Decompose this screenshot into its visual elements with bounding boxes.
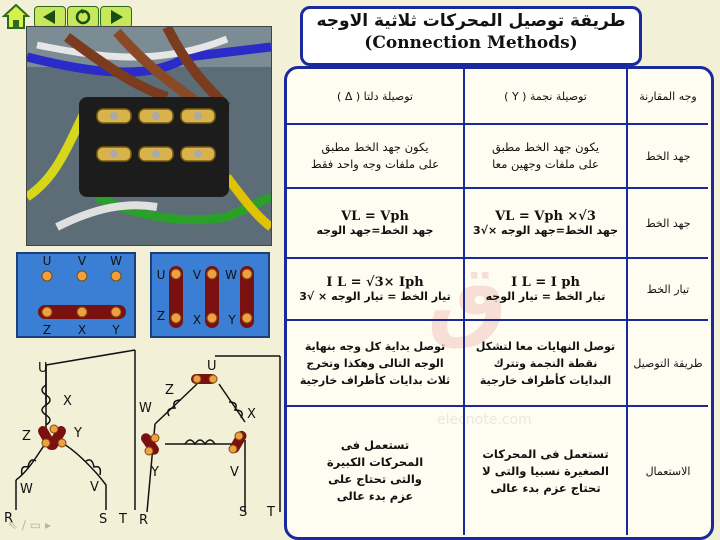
terminal-label-z: Z bbox=[42, 323, 52, 337]
terminal-box-star-diagram bbox=[16, 252, 136, 338]
page-title-english: (Connection Methods) bbox=[364, 33, 578, 53]
star-label-x: X bbox=[63, 394, 72, 409]
pointer-icon[interactable]: ⇖ bbox=[8, 518, 19, 532]
delta-label-w: W bbox=[225, 268, 237, 282]
replay-icon bbox=[68, 7, 98, 27]
terminal-v bbox=[77, 271, 87, 281]
header-delta: توصيلة دلتا ( Δ ) bbox=[287, 69, 465, 125]
pen-icon[interactable]: / bbox=[21, 518, 26, 532]
terminal-w bbox=[111, 271, 121, 281]
title-box bbox=[300, 6, 642, 66]
svg-text:ق: ق bbox=[427, 246, 508, 351]
slide-controls bbox=[8, 518, 51, 532]
row5-delta: تستعمل فى المحركات الكبيرة والتى تحتاج على عزم بدء عالى bbox=[287, 407, 465, 535]
arrow-left-icon bbox=[35, 7, 65, 27]
delta-label-y: Y bbox=[228, 313, 236, 327]
next-button[interactable] bbox=[100, 6, 132, 28]
row4-delta: توصل بداية كل وجه بنهاية الوجه التالى وهكذا وتخرج ثلاث بدايات كأطراف خارجية bbox=[287, 321, 465, 407]
star-label-s: S bbox=[99, 512, 108, 527]
star-label-y: Y bbox=[74, 426, 82, 441]
more-icon[interactable]: ▸ bbox=[44, 518, 51, 532]
terminal-label-v: V bbox=[77, 254, 87, 268]
terminal-y bbox=[111, 307, 121, 317]
previous-button[interactable] bbox=[34, 6, 66, 28]
star-label-w: W bbox=[20, 482, 33, 497]
terminal-label-w: W bbox=[110, 254, 122, 268]
delta-winding-label-v: V bbox=[230, 465, 239, 480]
row1-label: جهد الخط bbox=[628, 125, 708, 189]
header-comparison: وجه المقارنة bbox=[628, 69, 708, 125]
delta-label-v: V bbox=[192, 268, 202, 282]
row3-label: تيار الخط bbox=[628, 259, 708, 321]
terminal-label-y: Y bbox=[112, 323, 120, 337]
terminal-z bbox=[42, 307, 52, 317]
row5-label: الاستعمال bbox=[645, 464, 691, 478]
terminal-u bbox=[42, 271, 52, 281]
svg-text:elecnote.com: elecnote.com bbox=[437, 412, 532, 428]
delta-winding-label-u: U bbox=[207, 359, 217, 374]
delta-winding-label-s: S bbox=[239, 505, 248, 520]
terminal-label-x: X bbox=[77, 323, 87, 337]
delta-winding-label-t: T bbox=[267, 505, 275, 520]
delta-winding-label-y: Y bbox=[151, 465, 159, 480]
delta-winding-label-w: W bbox=[139, 401, 152, 416]
slides-icon[interactable]: ▭ bbox=[29, 518, 42, 532]
row2-star: VL = Vph ×√3 جهد الخط=جهد الوجه ×√3 bbox=[465, 189, 628, 259]
row1-star: يكون جهد الخط مطبق على ملفات وجهين معا bbox=[465, 125, 628, 189]
row3-star: I L = I ph تيار الخط = تيار الوجه bbox=[465, 259, 628, 321]
star-label-t: T bbox=[119, 512, 127, 527]
arrow-right-icon bbox=[101, 7, 131, 27]
row2-delta: VL = Vph جهد الخط=جهد الوجه bbox=[287, 189, 465, 259]
delta-winding-diagram bbox=[135, 352, 285, 532]
delta-winding-label-r: R bbox=[139, 513, 149, 528]
delta-winding-label-z: Z bbox=[165, 383, 174, 398]
terminal-box-delta-diagram bbox=[150, 252, 270, 338]
star-label-u: U bbox=[38, 361, 48, 376]
row3-delta: I L = √3× Iph تيار الخط = تيار الوجه × √3 bbox=[287, 259, 465, 321]
terminal-box-photo bbox=[26, 26, 272, 246]
delta-label-u: U bbox=[156, 268, 166, 282]
star-label-v: V bbox=[90, 480, 99, 495]
page-title-arabic: طريقة توصيل المحركات ثلاثية الاوجه bbox=[316, 11, 626, 31]
row5-star: تستعمل فى المحركات الصغيرة نسبيا والتى لا تحتاج عزم بدء عالى bbox=[465, 407, 628, 535]
star-label-r: R bbox=[4, 511, 14, 526]
row2-label: جهد الخط bbox=[628, 189, 708, 259]
comparison-table bbox=[284, 66, 714, 540]
star-winding-diagram bbox=[0, 345, 140, 530]
row1-delta: يكون جهد الخط مطبق على ملفات وجه واحد فقط bbox=[287, 125, 465, 189]
terminal-label-u: U bbox=[42, 254, 52, 268]
delta-winding-label-x: X bbox=[247, 407, 256, 422]
delta-label-x: X bbox=[192, 313, 202, 327]
row4-star: توصل النهايات معا لتشكل نقطة النجمة وتترك البدايات كأطراف خارجية bbox=[465, 321, 628, 407]
star-label-z: Z bbox=[22, 429, 31, 444]
header-star: توصيلة نجمة ( Y ) bbox=[465, 69, 628, 125]
replay-button[interactable] bbox=[67, 6, 99, 28]
terminal-x bbox=[77, 307, 87, 317]
row4-label: طريقة التوصيل bbox=[628, 321, 708, 407]
delta-label-z: Z bbox=[156, 309, 166, 323]
